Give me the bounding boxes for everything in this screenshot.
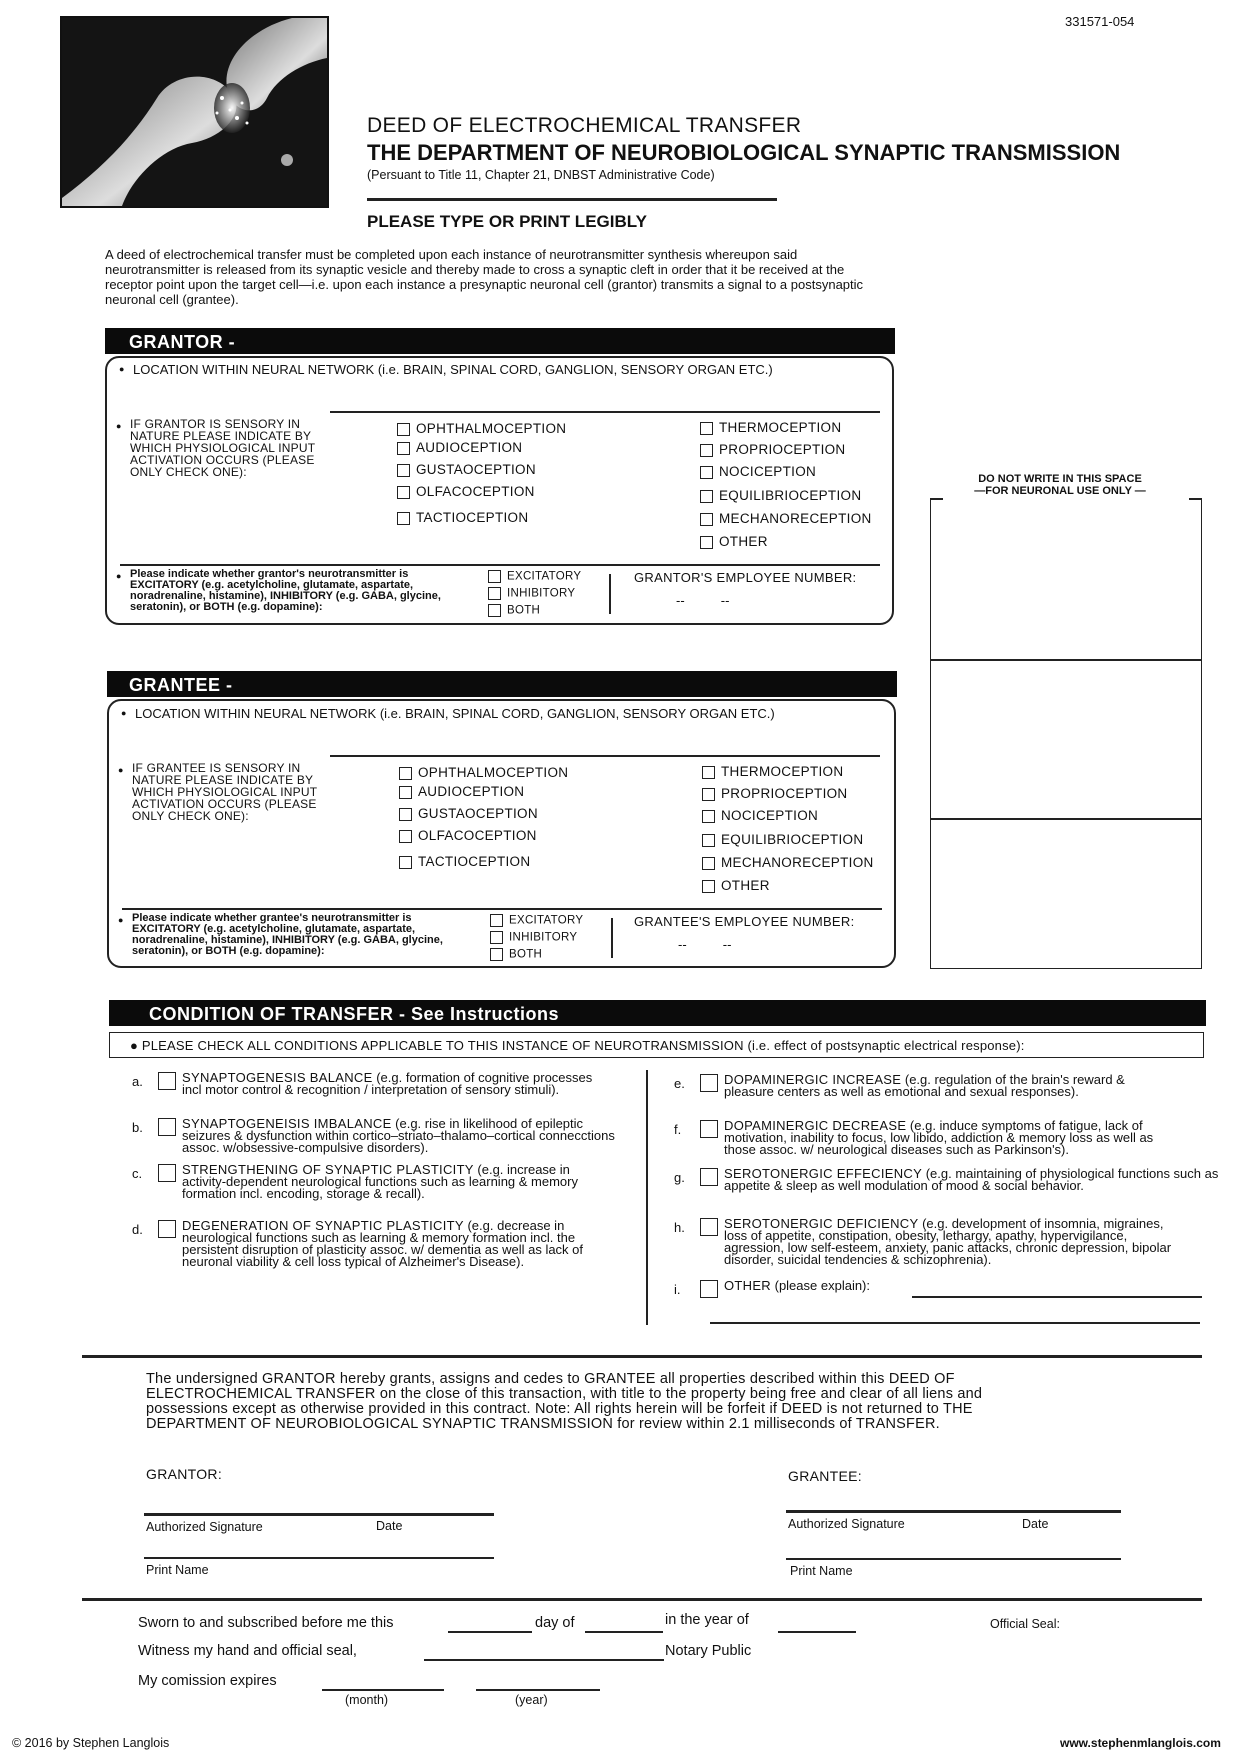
checkbox[interactable] bbox=[490, 931, 503, 944]
checkbox[interactable] bbox=[700, 1074, 718, 1092]
checkbox[interactable] bbox=[702, 834, 715, 847]
grantor-sense-tactioception[interactable] bbox=[397, 510, 528, 525]
document-number: 331571-054 bbox=[1065, 14, 1135, 29]
grantee-sense-thermoception[interactable] bbox=[702, 764, 843, 779]
grantee-nt-inhibitory[interactable] bbox=[490, 931, 577, 944]
grantor-nt-inhibitory[interactable] bbox=[488, 587, 575, 600]
condition-name: DOPAMINERGIC INCREASE bbox=[724, 1072, 902, 1087]
sense-label: OLFACOCEPTION bbox=[418, 828, 537, 843]
note-line-1: DO NOT WRITE IN THIS SPACE bbox=[978, 473, 1142, 485]
grantee-date: Date bbox=[1022, 1517, 1049, 1531]
nt-label: EXCITATORY bbox=[507, 570, 582, 583]
deed-title: DEED OF ELECTROCHEMICAL TRANSFER bbox=[367, 114, 802, 137]
grantee-location-line[interactable] bbox=[330, 755, 880, 757]
grantor-sense-nociception[interactable] bbox=[700, 464, 816, 479]
grantee-bar-label: GRANTEE - bbox=[129, 675, 233, 695]
grantor-sense-mechanoreception[interactable] bbox=[700, 511, 872, 526]
section-rule-top bbox=[82, 1355, 1202, 1358]
header-rule bbox=[367, 198, 777, 201]
grantor-sense-olfacoception[interactable] bbox=[397, 484, 535, 499]
website: www.stephenmlanglois.com bbox=[1060, 1736, 1221, 1750]
sense-label: OPHTHALMOCEPTION bbox=[416, 421, 567, 436]
grantee-sense-ophthalmoception[interactable] bbox=[399, 765, 568, 780]
sense-label: NOCICEPTION bbox=[719, 464, 817, 479]
neuronal-use-note bbox=[940, 473, 1180, 497]
month-line[interactable] bbox=[585, 1631, 663, 1633]
sense-label: OLFACOCEPTION bbox=[416, 484, 535, 499]
condition-text bbox=[182, 1220, 602, 1268]
condition-desc: (e.g. induce symptoms of fatigue, lack of motivation, inability to focus, low libido, addiction & memory loss as well as those assoc. w/ neurological diseases such as Parkinson's). bbox=[724, 1118, 1154, 1157]
condition-column-divider bbox=[646, 1070, 648, 1325]
grantor-sense-ophthalmoception[interactable] bbox=[397, 421, 566, 436]
grantee-sense-mechanoreception[interactable] bbox=[702, 855, 874, 870]
commission-text: My comission expires bbox=[138, 1673, 277, 1689]
condition-text bbox=[182, 1072, 602, 1096]
grantor-location-line[interactable] bbox=[330, 411, 880, 413]
grantor-employee-label: GRANTOR'S EMPLOYEE NUMBER: bbox=[634, 570, 857, 585]
citation: (Persuant to Title 11, Chapter 21, DNBST Administrative Code) bbox=[367, 168, 715, 182]
grantor-divider bbox=[120, 564, 880, 566]
other-explain-line-2[interactable] bbox=[710, 1322, 1200, 1324]
condition-name: SYNAPTOGENESIS BALANCE bbox=[182, 1070, 373, 1085]
grantor-sense-audioception[interactable] bbox=[397, 440, 522, 455]
grantor-sensory-prompt: ● IF GRANTOR IS SENSORY IN NATURE PLEASE INDICATE BY WHICH PHYSIOLOGICAL INPUT ACTIVATION OCCURS (PLEASE ONLY CHECK ONE): bbox=[130, 418, 335, 478]
grantor-bar-label: GRANTOR - bbox=[129, 332, 236, 352]
grantee-print-name: Print Name bbox=[790, 1564, 853, 1578]
sense-label: AUDIOCEPTION bbox=[416, 440, 523, 455]
other-explain-line-1[interactable] bbox=[912, 1296, 1202, 1298]
sense-label: AUDIOCEPTION bbox=[418, 784, 525, 799]
checkbox[interactable] bbox=[397, 512, 410, 525]
sense-label: MECHANORECEPTION bbox=[721, 855, 874, 870]
sworn-text: Sworn to and subscribed before me this bbox=[138, 1615, 394, 1631]
checkbox[interactable] bbox=[702, 766, 715, 779]
box-top-right bbox=[1189, 498, 1201, 500]
grantee-employee-label: GRANTEE'S EMPLOYEE NUMBER: bbox=[634, 914, 855, 929]
grantor-signature-line[interactable] bbox=[144, 1513, 494, 1516]
grantor-date: Date bbox=[376, 1519, 403, 1533]
grantor-nt-prompt: ● Please indicate whether grantor's neurotransmitter is EXCITATORY (e.g. acetylcholine, glutamate, aspartate, noradrenaline, histamine), INHIBITORY (e.g. GABA, glycine, seratonin), or BOTH (e.g. dopamine): bbox=[130, 569, 470, 613]
day-of-text: day of bbox=[535, 1615, 575, 1631]
nt-label: BOTH bbox=[507, 604, 541, 617]
checkbox[interactable] bbox=[700, 490, 713, 503]
grantee-sense-proprioception[interactable] bbox=[702, 786, 847, 801]
checkbox[interactable] bbox=[700, 1120, 718, 1138]
checkbox[interactable] bbox=[700, 422, 713, 435]
checkbox[interactable] bbox=[397, 486, 410, 499]
commission-month-label: (month) bbox=[345, 1693, 389, 1707]
condition-desc: (e.g. maintaining of physiological functions such as appetite & sleep as well modulation of mood & social behavior. bbox=[724, 1166, 1219, 1193]
grantee-nt-prompt: ● Please indicate whether grantee's neurotransmitter is EXCITATORY (e.g. acetylcholine, glutamate, aspartate, noradrenaline, histamine), INHIBITORY (e.g. GABA, glycine, seratonin), or BOTH (e.g. dopamine): bbox=[132, 913, 472, 957]
condition-letter: e. bbox=[674, 1076, 685, 1091]
checkbox[interactable] bbox=[700, 513, 713, 526]
condition-bar bbox=[109, 1000, 1206, 1026]
checkbox[interactable] bbox=[399, 767, 412, 780]
checkbox[interactable] bbox=[158, 1164, 176, 1182]
grantee-auth-sig: Authorized Signature bbox=[788, 1517, 905, 1531]
condition-desc: (e.g. decrease in neurological functions such as learning & memory formation incl. the persistent disruption of plasticity assoc. w/ dementia as well as lack of neuronal viability & cell loss typical of Alzheimer's Disease). bbox=[182, 1218, 584, 1269]
condition-prompt-box bbox=[109, 1032, 1204, 1058]
commission-month-line[interactable] bbox=[322, 1689, 444, 1691]
sense-label: PROPRIOCEPTION bbox=[719, 442, 846, 457]
checkbox[interactable] bbox=[397, 423, 410, 436]
grantor-nt-both[interactable] bbox=[488, 604, 540, 617]
neuronal-use-box bbox=[930, 498, 1202, 969]
intro-paragraph: A deed of electrochemical transfer must be completed upon each instance of neurotransmitter synthesis whereupon said neurotransmitter is released from its synaptic vesicle and thereby made to cross a synaptic cleft in order that it be received at the receptor point upon the target cell—i.e. upon each instance a presynaptic neuronal cell (grantor) transmits a signal to a postsynaptic neuronal cell (grantee). bbox=[105, 247, 864, 307]
condition-text bbox=[724, 1218, 1184, 1266]
checkbox[interactable] bbox=[700, 1280, 718, 1298]
condition-letter: g. bbox=[674, 1170, 685, 1185]
checkbox[interactable] bbox=[158, 1072, 176, 1090]
nt-label: BOTH bbox=[509, 948, 543, 961]
sense-label: NOCICEPTION bbox=[721, 808, 819, 823]
grantee-sense-gustaoception[interactable] bbox=[399, 806, 538, 821]
grantee-sense-olfacoception[interactable] bbox=[399, 828, 537, 843]
checkbox[interactable] bbox=[700, 466, 713, 479]
condition-name: DEGENERATION OF SYNAPTIC PLASTICITY bbox=[182, 1218, 464, 1233]
checkbox[interactable] bbox=[488, 604, 501, 617]
condition-text bbox=[724, 1120, 1184, 1156]
condition-desc: (e.g. regulation of the brain's reward & pleasure centers as well as emotional and sexual responses). bbox=[724, 1072, 1125, 1099]
checkbox[interactable] bbox=[700, 444, 713, 457]
condition-desc: (e.g. development of insomnia, migraines, loss of appetite, constipation, obesity, lethargy, apathy, hypervigilance, agression, low self-esteem, anxiety, panic attacks, chronic depression, bipolar disorder, suicidal tendencies & schizophrenia). bbox=[724, 1216, 1172, 1267]
sense-label: GUSTAOCEPTION bbox=[418, 806, 538, 821]
grantee-nt-both[interactable] bbox=[490, 948, 542, 961]
grantor-sense-proprioception[interactable] bbox=[700, 442, 845, 457]
grantor-auth-sig: Authorized Signature bbox=[146, 1520, 263, 1534]
checkbox[interactable] bbox=[490, 948, 503, 961]
witness-text: Witness my hand and official seal, bbox=[138, 1643, 357, 1659]
grantor-print-name: Print Name bbox=[146, 1563, 209, 1577]
condition-prompt-text: PLEASE CHECK ALL CONDITIONS APPLICABLE TO THIS INSTANCE OF NEUROTRANSMISSION (i.e. effect of postsynaptic electrical response): bbox=[141, 1038, 1025, 1053]
checkbox[interactable] bbox=[702, 810, 715, 823]
condition-text bbox=[724, 1074, 1164, 1098]
grantee-sense-nociception[interactable] bbox=[702, 808, 818, 823]
checkbox[interactable] bbox=[488, 570, 501, 583]
condition-letter: c. bbox=[132, 1166, 143, 1181]
note-line-2: —FOR NEURONAL USE ONLY — bbox=[974, 485, 1146, 497]
sense-label: OTHER bbox=[721, 878, 770, 893]
checkbox[interactable] bbox=[702, 857, 715, 870]
grantee-sense-other[interactable] bbox=[702, 878, 770, 893]
notary-signature-line[interactable] bbox=[424, 1659, 664, 1661]
grantee-nt-separator bbox=[611, 918, 613, 958]
checkbox[interactable] bbox=[397, 442, 410, 455]
grantee-sense-equilibrioception[interactable] bbox=[702, 832, 863, 847]
section-rule-bottom bbox=[82, 1598, 1202, 1601]
grantee-location-label: ● LOCATION WITHIN NEURAL NETWORK (i.e. BRAIN, SPINAL CORD, GANGLION, SENSORY ORGAN ETC.) bbox=[135, 706, 775, 721]
checkbox[interactable] bbox=[399, 830, 412, 843]
grantee-employee-number[interactable]: -- -- bbox=[678, 937, 732, 952]
checkbox[interactable] bbox=[488, 587, 501, 600]
print-legibly: PLEASE TYPE OR PRINT LEGIBLY bbox=[367, 212, 647, 231]
sense-label: PROPRIOCEPTION bbox=[721, 786, 848, 801]
condition-letter: f. bbox=[674, 1122, 682, 1137]
grantee-sensory-prompt: ● IF GRANTEE IS SENSORY IN NATURE PLEASE INDICATE BY WHICH PHYSIOLOGICAL INPUT ACTIVATION OCCURS (PLEASE ONLY CHECK ONE): bbox=[132, 762, 337, 822]
grantee-sig-label: GRANTEE: bbox=[788, 1468, 862, 1484]
box-divider-2 bbox=[931, 818, 1201, 820]
condition-bar-label: CONDITION OF TRANSFER - See Instructions bbox=[149, 1004, 560, 1024]
condition-name: SEROTONERGIC DEFICIENCY bbox=[724, 1216, 919, 1231]
official-seal: Official Seal: bbox=[990, 1617, 1060, 1631]
sense-label: MECHANORECEPTION bbox=[719, 511, 872, 526]
grantee-sense-audioception[interactable] bbox=[399, 784, 524, 799]
grantee-bar bbox=[107, 671, 897, 697]
grantee-signature-line[interactable] bbox=[786, 1510, 1121, 1513]
condition-name: SYNAPTOGENEISIS IMBALANCE bbox=[182, 1116, 392, 1131]
grantor-print-name-line[interactable] bbox=[144, 1557, 494, 1559]
notary-public: Notary Public bbox=[665, 1643, 752, 1659]
grantor-employee-number[interactable]: -- -- bbox=[676, 593, 730, 608]
condition-prompt: ● PLEASE CHECK ALL CONDITIONS APPLICABLE TO THIS INSTANCE OF NEUROTRANSMISSION (i.e. effect of postsynaptic electrical response): bbox=[130, 1038, 1025, 1053]
checkbox[interactable] bbox=[700, 1168, 718, 1186]
sense-label: THERMOCEPTION bbox=[721, 764, 844, 779]
condition-desc: (please explain): bbox=[771, 1278, 870, 1293]
checkbox[interactable] bbox=[702, 788, 715, 801]
condition-name: DOPAMINERGIC DECREASE bbox=[724, 1118, 907, 1133]
synapse-image bbox=[60, 16, 329, 208]
grantor-sense-thermoception[interactable] bbox=[700, 420, 841, 435]
condition-letter: a. bbox=[132, 1074, 143, 1089]
condition-letter: i. bbox=[674, 1282, 681, 1297]
condition-text bbox=[724, 1168, 1224, 1192]
checkbox[interactable] bbox=[399, 808, 412, 821]
grantor-sense-other[interactable] bbox=[700, 534, 768, 549]
copyright: © 2016 by Stephen Langlois bbox=[12, 1736, 170, 1750]
condition-text bbox=[182, 1118, 622, 1154]
sense-label: TACTIOCEPTION bbox=[418, 854, 531, 869]
checkbox[interactable] bbox=[700, 1218, 718, 1236]
grantor-nt-separator bbox=[609, 574, 611, 614]
checkbox[interactable] bbox=[490, 914, 503, 927]
box-divider-1 bbox=[931, 659, 1201, 661]
nt-label: EXCITATORY bbox=[509, 914, 584, 927]
sense-label: GUSTAOCEPTION bbox=[416, 462, 536, 477]
condition-text bbox=[182, 1164, 612, 1200]
condition-name: STRENGTHENING OF SYNAPTIC PLASTICITY bbox=[182, 1162, 474, 1177]
checkbox[interactable] bbox=[702, 880, 715, 893]
department-title: THE DEPARTMENT OF NEUROBIOLOGICAL SYNAPTIC TRANSMISSION bbox=[367, 140, 1121, 165]
grantor-sense-gustaoception[interactable] bbox=[397, 462, 536, 477]
year-line[interactable] bbox=[778, 1631, 856, 1633]
sense-label: THERMOCEPTION bbox=[719, 420, 842, 435]
checkbox[interactable] bbox=[399, 856, 412, 869]
condition-letter: h. bbox=[674, 1220, 685, 1235]
checkbox[interactable] bbox=[397, 464, 410, 477]
grantor-sense-equilibrioception[interactable] bbox=[700, 488, 861, 503]
condition-desc: (e.g. formation of cognitive processes incl motor control & recognition / interpretation of sensory stimuli). bbox=[182, 1070, 593, 1097]
sense-label: TACTIOCEPTION bbox=[416, 510, 529, 525]
checkbox[interactable] bbox=[158, 1118, 176, 1136]
condition-letter: b. bbox=[132, 1120, 143, 1135]
checkbox[interactable] bbox=[700, 536, 713, 549]
grant-statement: The undersigned GRANTOR hereby grants, assigns and cedes to GRANTEE all properties described within this DEED OF ELECTROCHEMICAL TRANSFER on the close of this transaction, with title to the property being free and clear of all liens and possessions except as otherwise provided in this contract. Note: All rights herein will be forfeit if DEED is not returned to THE DEPARTMENT OF NEUROBIOLOGICAL SYNAPTIC TRANSMISSION for review within 2.1 milliseconds of TRANSFER. bbox=[146, 1371, 983, 1432]
nt-label: INHIBITORY bbox=[507, 587, 576, 600]
condition-name: SEROTONERGIC EFFECIENCY bbox=[724, 1166, 923, 1181]
condition-desc: (e.g. rise in likelihood of epileptic seizures & dysfunction within cortico–striato–thalamo–cortical connecctions assoc. w/obsessive-compulsive disorders). bbox=[182, 1116, 615, 1155]
year-of-text: in the year of bbox=[665, 1612, 749, 1628]
grantor-bar bbox=[105, 328, 895, 354]
grantor-location-label: ● LOCATION WITHIN NEURAL NETWORK (i.e. BRAIN, SPINAL CORD, GANGLION, SENSORY ORGAN ETC.) bbox=[133, 362, 773, 377]
grantor-sig-label: GRANTOR: bbox=[146, 1466, 223, 1482]
condition-desc: (e.g. increase in activity-dependent neurological functions such as learning & memory formation incl. encoding, storage & recall). bbox=[182, 1162, 578, 1201]
condition-text bbox=[724, 1280, 924, 1292]
day-line[interactable] bbox=[448, 1631, 532, 1633]
sense-label: EQUILIBRIOCEPTION bbox=[719, 488, 862, 503]
sense-label: OTHER bbox=[719, 534, 768, 549]
box-top-left bbox=[931, 498, 943, 500]
grantee-divider bbox=[122, 908, 882, 910]
grantee-nt-excitatory[interactable] bbox=[490, 914, 583, 927]
condition-name: OTHER bbox=[724, 1278, 771, 1293]
commission-year-line[interactable] bbox=[476, 1689, 600, 1691]
grantor-nt-excitatory[interactable] bbox=[488, 570, 581, 583]
sense-label: OPHTHALMOCEPTION bbox=[418, 765, 569, 780]
nt-label: INHIBITORY bbox=[509, 931, 578, 944]
grantee-print-name-line[interactable] bbox=[786, 1558, 1121, 1560]
grantee-sense-tactioception[interactable] bbox=[399, 854, 530, 869]
checkbox[interactable] bbox=[399, 786, 412, 799]
checkbox[interactable] bbox=[158, 1220, 176, 1238]
commission-year-label: (year) bbox=[515, 1693, 548, 1707]
condition-letter: d. bbox=[132, 1222, 143, 1237]
sense-label: EQUILIBRIOCEPTION bbox=[721, 832, 864, 847]
